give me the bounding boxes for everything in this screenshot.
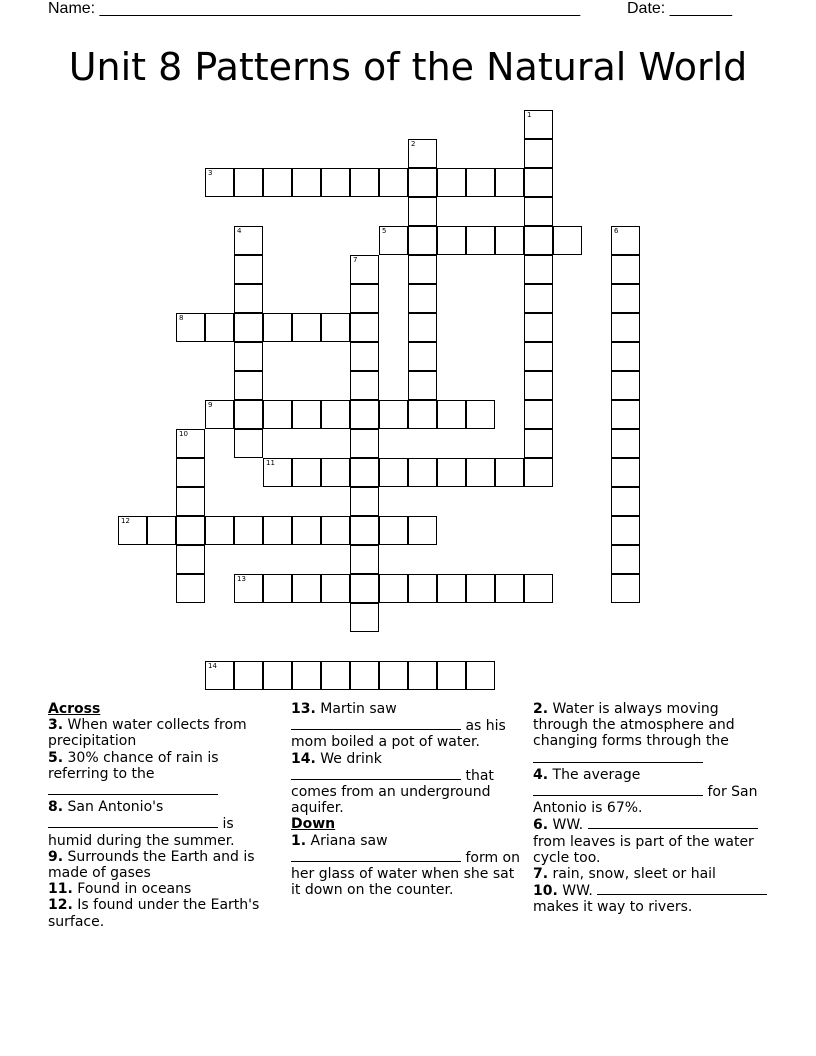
- crossword-cell[interactable]: [263, 400, 292, 429]
- crossword-cell[interactable]: [379, 168, 408, 197]
- crossword-cell[interactable]: [321, 168, 350, 197]
- crossword-cell[interactable]: [524, 371, 553, 400]
- crossword-cell[interactable]: [350, 400, 379, 429]
- page-title: Unit 8 Patterns of the Natural World: [68, 45, 748, 89]
- crossword-cell[interactable]: [466, 226, 495, 255]
- clue-number-label: 12: [121, 517, 130, 525]
- clue-item: [48, 897, 272, 929]
- crossword-cell[interactable]: [350, 255, 379, 284]
- crossword-cell[interactable]: [147, 516, 176, 545]
- crossword-cell[interactable]: [379, 400, 408, 429]
- crossword-cell[interactable]: [466, 661, 495, 690]
- clue-number: 3.: [48, 717, 64, 734]
- crossword-cell[interactable]: [611, 313, 640, 342]
- clue-text-continued: that comes from an underground aquifer.: [291, 767, 494, 817]
- date-line[interactable]: Date: _______: [627, 0, 732, 17]
- clue-number-label: 2: [411, 140, 416, 148]
- crossword-cell[interactable]: [205, 400, 234, 429]
- crossword-cell[interactable]: [611, 371, 640, 400]
- crossword-cell[interactable]: [350, 371, 379, 400]
- crossword-cell[interactable]: [408, 197, 437, 226]
- crossword-cell[interactable]: [234, 255, 263, 284]
- clue-item: [48, 849, 272, 881]
- clue-number: 12.: [48, 897, 73, 914]
- crossword-cell[interactable]: [379, 516, 408, 545]
- crossword-cell[interactable]: [611, 487, 640, 516]
- clue-text: The average: [552, 766, 641, 783]
- clue-text-continued: form on her glass of water when she sat it down on the counter.: [291, 849, 520, 899]
- crossword-cell[interactable]: [350, 661, 379, 690]
- crossword-cell[interactable]: [611, 226, 640, 255]
- crossword-cell[interactable]: [350, 284, 379, 313]
- crossword-cell[interactable]: [234, 661, 263, 690]
- clue-text-continued: is humid during the summer.: [48, 816, 235, 849]
- clue-text: 30% chance of rain is referring to the: [48, 749, 219, 782]
- crossword-cell[interactable]: [350, 458, 379, 487]
- crossword-cell[interactable]: [234, 574, 263, 603]
- answer-blank[interactable]: [291, 717, 461, 730]
- clue-number-label: 1: [527, 111, 532, 119]
- clue-number: 6.: [533, 817, 549, 834]
- crossword-cell[interactable]: [234, 342, 263, 371]
- crossword-cell[interactable]: [234, 313, 263, 342]
- crossword-cell[interactable]: [524, 110, 553, 139]
- crossword-cell[interactable]: [611, 545, 640, 574]
- clue-number: 1.: [291, 832, 307, 849]
- answer-blank[interactable]: [533, 750, 703, 763]
- crossword-cell[interactable]: [408, 400, 437, 429]
- crossword-cell[interactable]: [321, 661, 350, 690]
- crossword-cell[interactable]: [524, 168, 553, 197]
- clue-text: Found in oceans: [77, 881, 192, 898]
- crossword-cell[interactable]: [611, 516, 640, 545]
- crossword-cell[interactable]: [408, 458, 437, 487]
- clue-number-label: 6: [614, 227, 619, 235]
- crossword-cell[interactable]: [292, 661, 321, 690]
- crossword-cell[interactable]: [408, 284, 437, 313]
- clue-item: [533, 701, 771, 767]
- clue-item: [291, 701, 527, 751]
- crossword-cell[interactable]: [292, 313, 321, 342]
- crossword-cell[interactable]: [176, 545, 205, 574]
- clue-number: 2.: [533, 701, 549, 717]
- crossword-cell[interactable]: [176, 516, 205, 545]
- crossword-cell[interactable]: [292, 458, 321, 487]
- name-line[interactable]: Name: ______________________________________________________: [48, 0, 581, 17]
- crossword-cell[interactable]: [495, 168, 524, 197]
- crossword-cell[interactable]: [176, 313, 205, 342]
- crossword-cell[interactable]: [292, 516, 321, 545]
- crossword-cell[interactable]: [408, 574, 437, 603]
- crossword-cell[interactable]: [321, 516, 350, 545]
- crossword-cell[interactable]: [263, 661, 292, 690]
- clue-number: 11.: [48, 881, 73, 898]
- crossword-cell[interactable]: [408, 139, 437, 168]
- crossword-cell[interactable]: [350, 313, 379, 342]
- crossword-cell[interactable]: [524, 429, 553, 458]
- crossword-cell[interactable]: [350, 545, 379, 574]
- crossword-cell[interactable]: [466, 574, 495, 603]
- crossword-cell[interactable]: [321, 458, 350, 487]
- crossword-cell[interactable]: [408, 313, 437, 342]
- crossword-cell[interactable]: [495, 458, 524, 487]
- answer-blank[interactable]: [533, 783, 703, 796]
- clue-text: San Antonio's: [67, 799, 164, 816]
- clue-number-label: 11: [266, 459, 275, 467]
- answer-blank[interactable]: [597, 882, 767, 895]
- crossword-cell[interactable]: [437, 400, 466, 429]
- crossword-cell[interactable]: [234, 226, 263, 255]
- answer-blank[interactable]: [291, 767, 461, 780]
- crossword-cell[interactable]: [176, 429, 205, 458]
- clue-number-label: 4: [237, 227, 242, 235]
- clue-item: [291, 833, 527, 899]
- crossword-cell[interactable]: [205, 516, 234, 545]
- answer-blank[interactable]: [291, 849, 461, 862]
- clue-text: We drink: [320, 750, 382, 767]
- crossword-cell[interactable]: [263, 458, 292, 487]
- clue-item: [48, 881, 272, 897]
- crossword-cell[interactable]: [524, 255, 553, 284]
- crossword-cell[interactable]: [350, 429, 379, 458]
- clue-number: 9.: [48, 848, 64, 865]
- crossword-cell[interactable]: [292, 400, 321, 429]
- clue-text: Is found under the Earth's surface.: [48, 897, 260, 930]
- crossword-cell[interactable]: [379, 574, 408, 603]
- crossword-cell[interactable]: [524, 197, 553, 226]
- clue-item: [291, 751, 527, 817]
- clue-text-continued: makes it way to rivers.: [533, 899, 693, 916]
- clue-number: 5.: [48, 749, 64, 766]
- clue-number: 4.: [533, 766, 549, 783]
- clue-text: Ariana saw: [310, 832, 388, 849]
- across-heading: Across: [48, 701, 101, 717]
- crossword-cell[interactable]: [321, 574, 350, 603]
- clue-item: [533, 882, 771, 915]
- clue-number-label: 9: [208, 401, 213, 409]
- crossword-cell[interactable]: [379, 226, 408, 255]
- crossword-cell[interactable]: [321, 400, 350, 429]
- crossword-cell[interactable]: [234, 371, 263, 400]
- crossword-cell[interactable]: [234, 400, 263, 429]
- clues-column-2: [291, 701, 527, 898]
- clue-number-label: 10: [179, 430, 188, 438]
- crossword-cell[interactable]: [611, 255, 640, 284]
- crossword-cell[interactable]: [118, 516, 147, 545]
- crossword-cell[interactable]: [524, 400, 553, 429]
- crossword-cell[interactable]: [611, 342, 640, 371]
- crossword-cell[interactable]: [611, 458, 640, 487]
- clue-item: [48, 799, 272, 849]
- crossword-cell[interactable]: [408, 661, 437, 690]
- clue-number-label: 13: [237, 575, 246, 583]
- crossword-cell[interactable]: [524, 458, 553, 487]
- answer-blank[interactable]: [588, 816, 758, 829]
- clue-text: Surrounds the Earth and is made of gases: [48, 848, 255, 882]
- clues-column-3: [533, 701, 771, 916]
- crossword-cell[interactable]: [408, 342, 437, 371]
- crossword-cell[interactable]: [292, 574, 321, 603]
- answer-blank[interactable]: [48, 782, 218, 795]
- crossword-cell[interactable]: [263, 313, 292, 342]
- clue-item: [48, 750, 272, 800]
- clue-text: When water collects from precipitation: [48, 717, 247, 750]
- crossword-cell[interactable]: [437, 574, 466, 603]
- crossword-cell[interactable]: [437, 226, 466, 255]
- crossword-cell[interactable]: [524, 342, 553, 371]
- crossword-cell[interactable]: [379, 661, 408, 690]
- crossword-cell[interactable]: [263, 574, 292, 603]
- crossword-cell[interactable]: [263, 516, 292, 545]
- clue-number-label: 7: [353, 256, 358, 264]
- crossword-cell[interactable]: [408, 255, 437, 284]
- clue-text-continued: as his mom boiled a pot of water.: [291, 718, 506, 751]
- clue-number: 7.: [533, 866, 549, 883]
- crossword-cell[interactable]: [205, 313, 234, 342]
- crossword-cell[interactable]: [350, 574, 379, 603]
- crossword-cell[interactable]: [437, 168, 466, 197]
- crossword-cell[interactable]: [205, 168, 234, 197]
- crossword-cell[interactable]: [466, 458, 495, 487]
- crossword-cell[interactable]: [408, 226, 437, 255]
- crossword-cell[interactable]: [408, 168, 437, 197]
- crossword-cell[interactable]: [611, 429, 640, 458]
- clue-number: 8.: [48, 799, 64, 816]
- clue-text-continued: for San Antonio is 67%.: [533, 784, 758, 817]
- crossword-cell[interactable]: [350, 516, 379, 545]
- clue-number: 13.: [291, 701, 316, 717]
- crossword-cell[interactable]: [321, 313, 350, 342]
- crossword-cell[interactable]: [292, 168, 321, 197]
- clue-item: [533, 816, 771, 866]
- crossword-cell[interactable]: [524, 139, 553, 168]
- clue-text-continued: from leaves is part of the water cycle too.: [533, 833, 754, 866]
- clue-text: WW.: [562, 883, 593, 900]
- crossword-cell[interactable]: [234, 429, 263, 458]
- clue-text: rain, snow, sleet or hail: [552, 866, 716, 883]
- crossword-cell[interactable]: [234, 168, 263, 197]
- crossword-cell[interactable]: [350, 603, 379, 632]
- crossword-cell[interactable]: [611, 574, 640, 603]
- crossword-cell[interactable]: [495, 226, 524, 255]
- crossword-cell[interactable]: [524, 226, 553, 255]
- answer-blank[interactable]: [48, 815, 218, 828]
- clue-text: Martin saw: [320, 701, 397, 717]
- crossword-cell[interactable]: [611, 400, 640, 429]
- crossword-cell[interactable]: [553, 226, 582, 255]
- crossword-cell[interactable]: [350, 168, 379, 197]
- crossword-cell[interactable]: [176, 458, 205, 487]
- crossword-cell[interactable]: [524, 313, 553, 342]
- crossword-cell[interactable]: [466, 400, 495, 429]
- crossword-cell[interactable]: [234, 284, 263, 313]
- crossword-cell[interactable]: [408, 516, 437, 545]
- crossword-cell[interactable]: [437, 661, 466, 690]
- crossword-cell[interactable]: [176, 574, 205, 603]
- crossword-cell[interactable]: [350, 487, 379, 516]
- clue-item: [533, 866, 771, 882]
- crossword-cell[interactable]: [205, 661, 234, 690]
- clue-number-label: 3: [208, 169, 213, 177]
- clue-number-label: 5: [382, 227, 387, 235]
- clue-number: 14.: [291, 750, 316, 767]
- crossword-cell[interactable]: [408, 371, 437, 400]
- clue-text: Water is always moving through the atmosphere and changing forms through the: [533, 701, 735, 750]
- crossword-cell[interactable]: [263, 168, 292, 197]
- clue-item: [48, 717, 272, 749]
- crossword-cell[interactable]: [234, 516, 263, 545]
- down-heading: Down: [291, 816, 336, 833]
- clue-text: WW.: [552, 817, 584, 834]
- crossword-cell[interactable]: [495, 574, 524, 603]
- crossword-cell[interactable]: [524, 574, 553, 603]
- crossword-cell[interactable]: [437, 458, 466, 487]
- crossword-cell[interactable]: [524, 284, 553, 313]
- clues-column-1: [48, 701, 272, 930]
- clue-number-label: 14: [208, 662, 217, 670]
- crossword-cell[interactable]: [176, 487, 205, 516]
- crossword-cell[interactable]: [611, 284, 640, 313]
- clue-number: 10.: [533, 883, 558, 900]
- crossword-cell[interactable]: [379, 458, 408, 487]
- crossword-cell[interactable]: [466, 168, 495, 197]
- crossword-cell[interactable]: [350, 342, 379, 371]
- clue-item: [533, 767, 771, 817]
- clue-number-label: 8: [179, 314, 184, 322]
